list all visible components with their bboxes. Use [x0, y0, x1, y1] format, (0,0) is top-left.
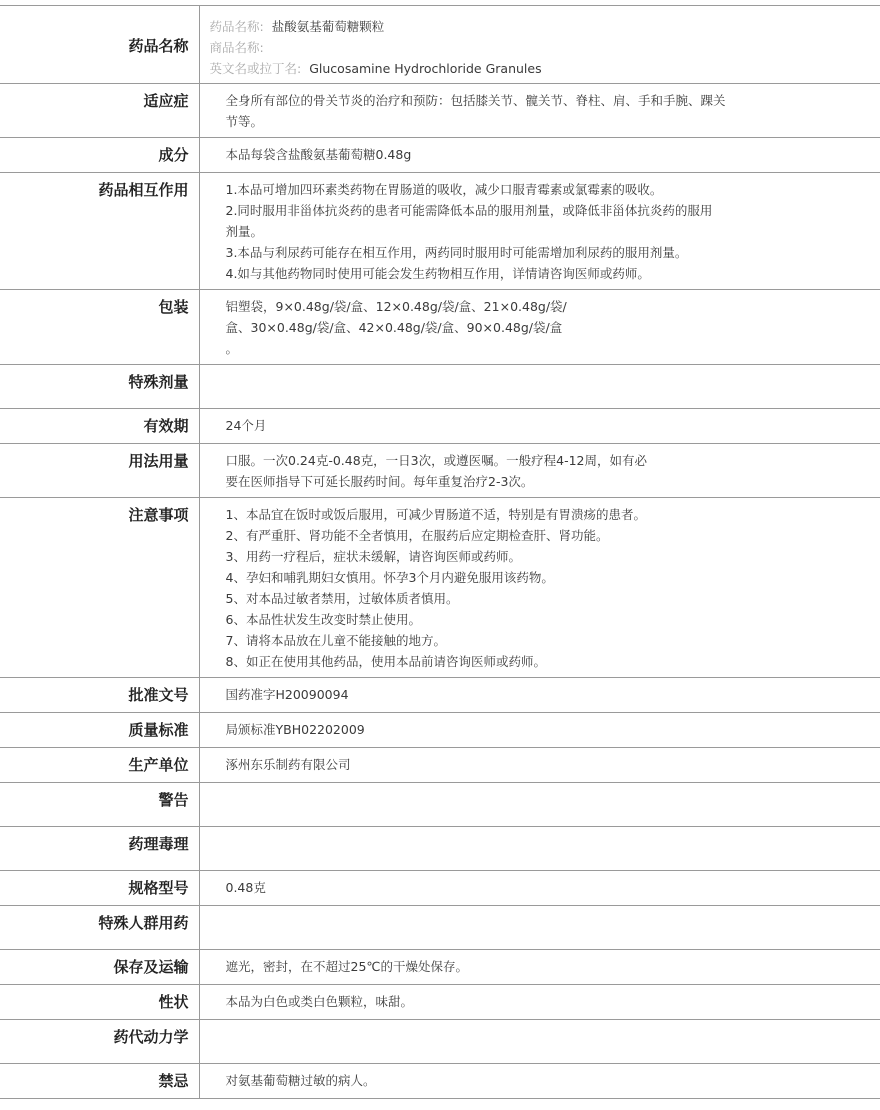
precautions-line: 5、对本品过敏者禁用，过敏体质者慎用。 [225, 591, 459, 606]
precautions-line: 6、本品性状发生改变时禁止使用。 [225, 612, 421, 627]
row-precautions [0, 498, 880, 678]
generic-name-value: 盐酸氨基葡萄糖颗粒 [271, 19, 385, 34]
dosage-value [199, 444, 880, 498]
spec-label: 规格型号 [0, 871, 199, 906]
packaging-value [199, 290, 880, 365]
row-appearance [0, 985, 880, 1020]
contraindications-label: 禁忌 [0, 1064, 199, 1099]
packaging-line: 铝塑袋，9×0.48g/袋/盒、12×0.48g/袋/盒、21×0.48g/袋/ [225, 299, 567, 314]
packaging-label: 包装 [0, 290, 199, 365]
row-name [0, 6, 880, 84]
row-interactions [0, 173, 880, 290]
shelf-life-label: 有效期 [0, 409, 199, 444]
precautions-line: 1、本品宜在饭时或饭后服用，可减少胃肠道不适，特别是有胃溃疡的患者。 [225, 507, 646, 522]
english-name-value: Glucosamine Hydrochloride Granules [309, 61, 542, 76]
row-spec [0, 871, 880, 906]
precautions-label: 注意事项 [0, 498, 199, 678]
interactions-line: 剂量。 [225, 224, 264, 239]
interactions-line: 1.本品可增加四环素类药物在胃肠道的吸收，减少口服青霉素或氯霉素的吸收。 [225, 182, 663, 197]
row-special-dosage [0, 365, 880, 409]
indications-value [199, 84, 880, 138]
row-special-population [0, 906, 880, 950]
generic-name-label: 药品名称: [209, 19, 264, 34]
manufacturer-label: 生产单位 [0, 748, 199, 783]
row-packaging [0, 290, 880, 365]
shelf-life-value: 24个月 [199, 409, 880, 444]
row-warning [0, 783, 880, 827]
row-storage [0, 950, 880, 985]
interactions-value [199, 173, 880, 290]
appearance-label: 性状 [0, 985, 199, 1020]
special-dosage-value [199, 365, 880, 409]
precautions-line: 8、如正在使用其他药品，使用本品前请咨询医师或药师。 [225, 654, 546, 669]
indications-label: 适应症 [0, 84, 199, 138]
toxicology-label: 药理毒理 [0, 827, 199, 871]
special-population-value [199, 906, 880, 950]
row-standard [0, 713, 880, 748]
row-approval [0, 678, 880, 713]
indications-line: 全身所有部位的骨关节炎的治疗和预防：包括膝关节、髋关节、脊柱、肩、手和手腕、踝关 [225, 93, 726, 108]
pharmacokinetics-value [199, 1020, 880, 1064]
standard-value: 局颁标准YBH02202009 [199, 713, 880, 748]
precautions-value [199, 498, 880, 678]
contraindications-value: 对氨基葡萄糖过敏的病人。 [199, 1064, 880, 1099]
approval-value: 国药准字H20090094 [199, 678, 880, 713]
precautions-line: 4、孕妇和哺乳期妇女慎用。怀孕3个月内避免服用该药物。 [225, 570, 554, 585]
warning-value [199, 783, 880, 827]
interactions-line: 4.如与其他药物同时使用可能会发生药物相互作用，详情请咨询医师或药师。 [225, 266, 650, 281]
appearance-value: 本品为白色或类白色颗粒，味甜。 [199, 985, 880, 1020]
toxicology-value [199, 827, 880, 871]
row-composition [0, 138, 880, 173]
storage-value: 遮光，密封，在不超过25℃的干燥处保存。 [199, 950, 880, 985]
row-manufacturer [0, 748, 880, 783]
precautions-line: 2、有严重肝、肾功能不全者慎用，在服药后应定期检查肝、肾功能。 [225, 528, 609, 543]
dosage-line: 要在医师指导下可延长服药时间。每年重复治疗2-3次。 [225, 474, 534, 489]
row-indications [0, 84, 880, 138]
composition-value: 本品每袋含盐酸氨基葡萄糖0.48g [199, 138, 880, 173]
row-dosage [0, 444, 880, 498]
trade-name-label: 商品名称: [209, 40, 264, 55]
name-value [199, 6, 880, 84]
row-contraindications [0, 1064, 880, 1099]
interactions-line: 3.本品与利尿药可能存在相互作用，两药同时服用时可能需增加利尿药的服用剂量。 [225, 245, 688, 260]
precautions-line: 3、用药一疗程后，症状未缓解，请咨询医师或药师。 [225, 549, 521, 564]
row-toxicology [0, 827, 880, 871]
packaging-line: 盒、30×0.48g/袋/盒、42×0.48g/袋/盒、90×0.48g/袋/盒 [225, 320, 563, 335]
special-dosage-label: 特殊剂量 [0, 365, 199, 409]
approval-label: 批准文号 [0, 678, 199, 713]
dosage-line: 口服。一次0.24克-0.48克，一日3次，或遵医嘱。一般疗程4-12周，如有必 [225, 453, 647, 468]
dosage-label: 用法用量 [0, 444, 199, 498]
packaging-line: 。 [225, 341, 239, 356]
composition-label: 成分 [0, 138, 199, 173]
pharmacokinetics-label: 药代动力学 [0, 1020, 199, 1064]
precautions-line: 7、请将本品放在儿童不能接触的地方。 [225, 633, 446, 648]
special-population-label: 特殊人群用药 [0, 906, 199, 950]
english-name-label: 英文名或拉丁名: [209, 61, 302, 76]
indications-line: 节等。 [225, 114, 264, 129]
row-pharmacokinetics [0, 1020, 880, 1064]
name-label: 药品名称 [0, 6, 199, 84]
row-shelf-life [0, 409, 880, 444]
spec-value: 0.48克 [199, 871, 880, 906]
warning-label: 警告 [0, 783, 199, 827]
manufacturer-value: 涿州东乐制药有限公司 [199, 748, 880, 783]
drug-spec-table [0, 5, 880, 1099]
standard-label: 质量标准 [0, 713, 199, 748]
storage-label: 保存及运输 [0, 950, 199, 985]
interactions-label: 药品相互作用 [0, 173, 199, 290]
interactions-line: 2.同时服用非甾体抗炎药的患者可能需降低本品的服用剂量，或降低非甾体抗炎药的服用 [225, 203, 713, 218]
